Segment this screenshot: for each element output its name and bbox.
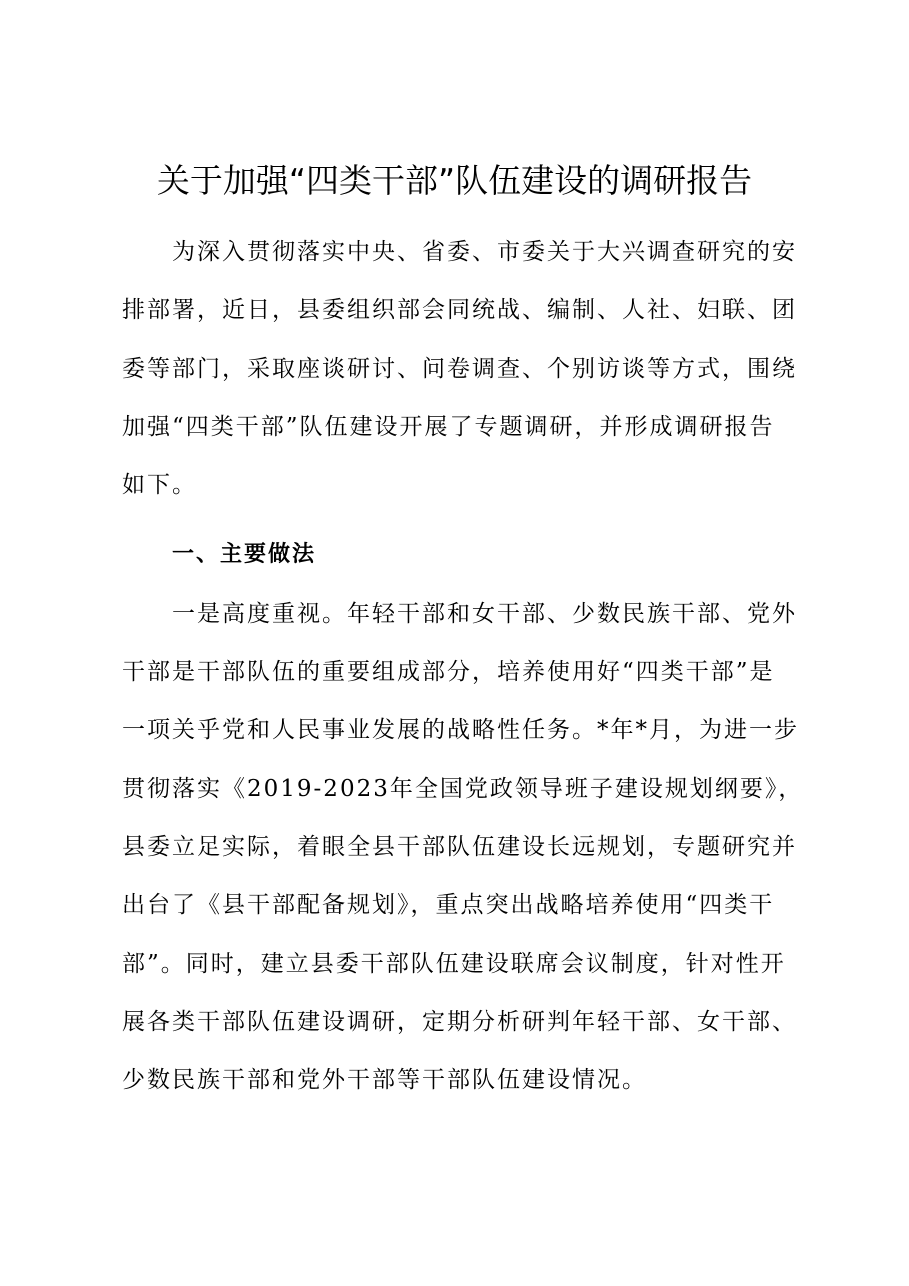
paragraph-line: 为深入贯彻落实中央、省委、市委关于大兴调查研究的安 <box>172 239 797 265</box>
paragraph-line: 一是高度重视。年轻干部和女干部、少数民族干部、党外 <box>172 600 797 627</box>
paragraph-line: 委等部门，采取座谈研讨、问卷调查、个别访谈等方式，围绕 <box>122 355 797 382</box>
paragraph-line: 加强“四类干部”队伍建设开展了专题调研，并形成调研报告 <box>122 413 775 440</box>
document-body <box>122 220 804 1118</box>
paragraph-line: 贯彻落实《2019-2023年全国党政领导班子建设规划纲要》， <box>122 775 804 802</box>
intro-paragraph <box>122 220 797 523</box>
section-paragraph <box>122 594 804 1119</box>
paragraph-line: 部”。同时，建立县委干部队伍建设联席会议制度，针对性开 <box>122 950 786 977</box>
paragraph-line: 排部署，近日，县委组织部会同统战、编制、人社、妇联、团 <box>122 297 797 324</box>
section-heading: 一、主要做法 <box>172 542 317 568</box>
paragraph-line: 干部是干部队伍的重要组成部分，培养使用好“四类干部”是 <box>122 659 775 686</box>
paragraph-line: 一项关乎党和人民事业发展的战略性任务。*年*月，为进一步 <box>122 717 799 744</box>
paragraph-line: 展各类干部队伍建设调研，定期分析研判年轻干部、女干部、 <box>122 1008 797 1035</box>
paragraph-line: 县委立足实际，着眼全县干部队伍建设长远规划，专题研究并 <box>122 833 797 860</box>
paragraph-line: 如下。 <box>122 472 197 499</box>
document-title: 关于加强“四类干部”队伍建设的调研报告 <box>156 161 753 200</box>
paragraph-line: 少数民族干部和党外干部等干部队伍建设情况。 <box>122 1067 647 1094</box>
paragraph-line: 出台了《县干部配备规划》，重点突出战略培养使用“四类干 <box>122 892 775 919</box>
